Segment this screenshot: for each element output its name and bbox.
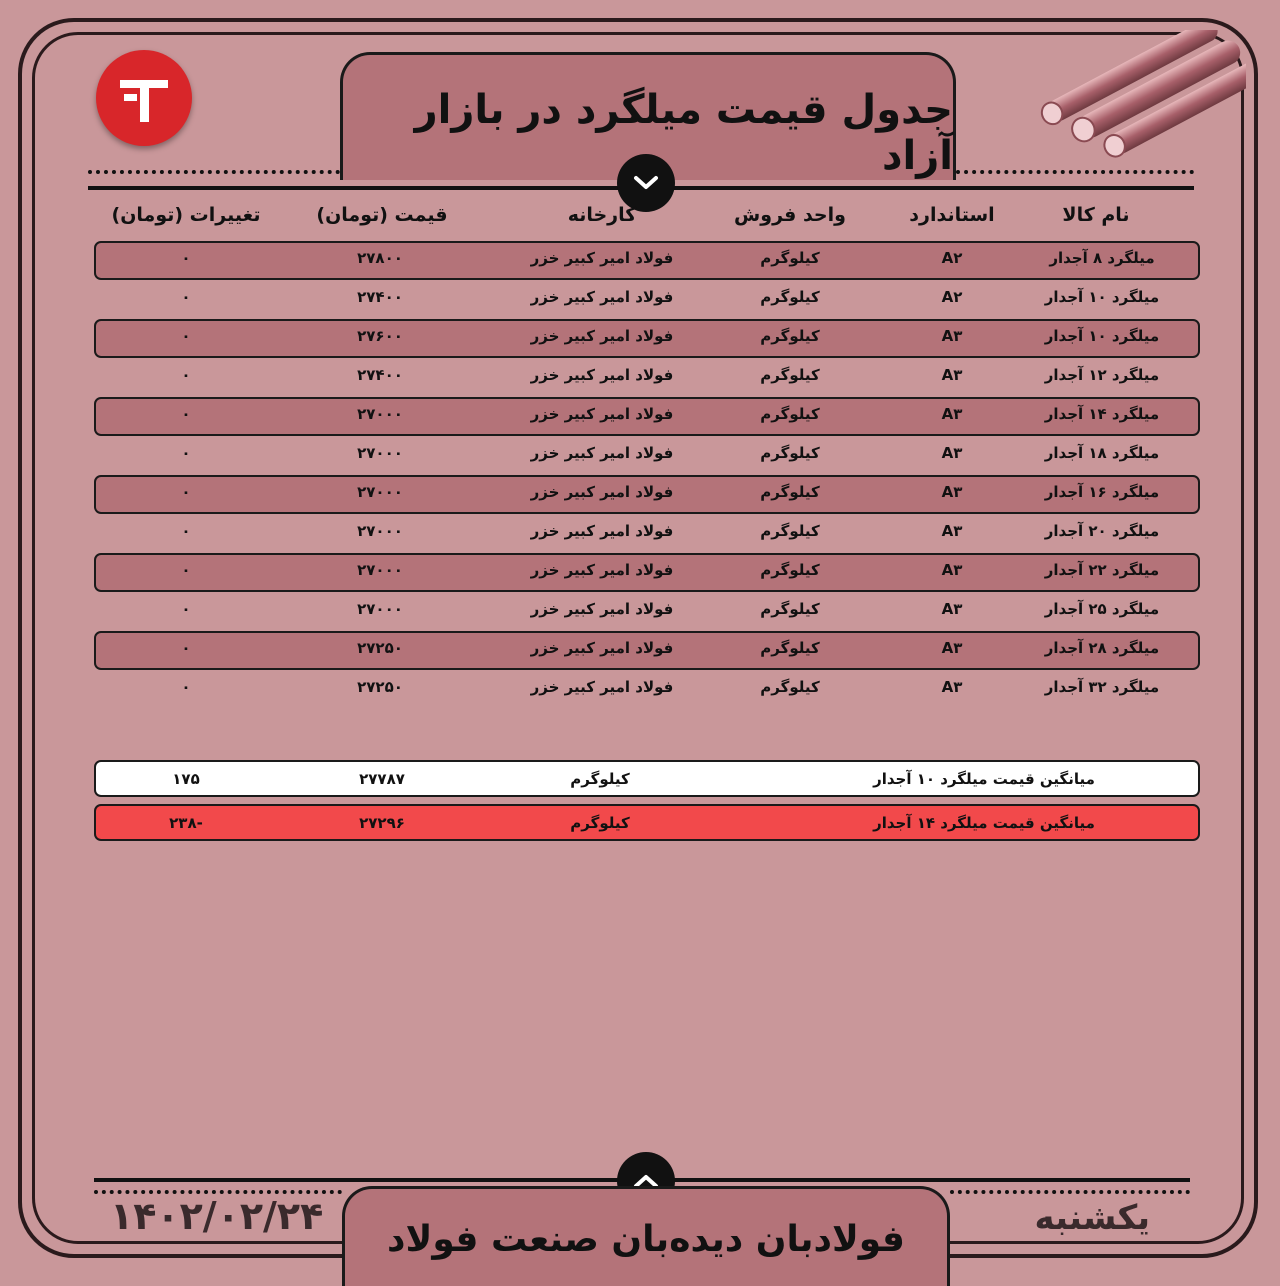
cell-factory: فولاد امیر کبیر خزر [530,600,674,618]
cell-unit: کیلوگرم [760,327,820,345]
cell-change: ۰ [181,600,191,618]
cell-standard: A۳ [941,639,963,657]
footer-box [342,1186,950,1286]
col-name: نام کالا [1062,204,1130,226]
cell-change: ۰ [181,444,191,462]
cell-name: میلگرد ۱۴ آجدار [1044,405,1160,423]
cell-name: میلگرد ۱۶ آجدار [1044,483,1160,501]
table-row [94,397,1200,436]
weekday-label: یکشنبه [1034,1198,1150,1238]
dotted-divider [88,170,340,174]
cell-factory: فولاد امیر کبیر خزر [530,561,674,579]
cell-standard: A۳ [941,600,963,618]
cell-name: میلگرد ۲۲ آجدار [1044,561,1160,579]
col-unit: واحد فروش [734,204,846,226]
table-row [94,670,1200,709]
cell-standard: A۳ [941,561,963,579]
table-row [94,358,1200,397]
page-title: جدول قیمت میلگرد در بازار آزاد [414,87,953,179]
cell-standard: A۳ [941,483,963,501]
avg-price: ۲۷۷۸۷ [359,770,405,788]
cell-change: ۰ [181,327,191,345]
cell-unit: کیلوگرم [760,600,820,618]
table-row [94,631,1200,670]
cell-standard: A۳ [941,405,963,423]
cell-price: ۲۷۰۰۰ [357,522,403,540]
cell-unit: کیلوگرم [760,444,820,462]
avg-unit: کیلوگرم [570,814,630,832]
cell-name: میلگرد ۲۸ آجدار [1044,639,1160,657]
cell-name: میلگرد ۱۸ آجدار [1044,444,1160,462]
cell-price: ۲۷۰۰۰ [357,444,403,462]
cell-unit: کیلوگرم [760,561,820,579]
cell-factory: فولاد امیر کبیر خزر [530,366,674,384]
cell-change: ۰ [181,249,191,267]
cell-price: ۲۷۶۰۰ [357,327,403,345]
table-row [94,553,1200,592]
cell-unit: کیلوگرم [760,405,820,423]
cell-factory: فولاد امیر کبیر خزر [530,483,674,501]
dotted-divider [956,170,1194,174]
cell-price: ۲۷۰۰۰ [357,600,403,618]
rebar-bars-icon [1030,30,1246,162]
cell-standard: A۳ [941,366,963,384]
cell-change: ۰ [181,366,191,384]
col-standard: استاندارد [909,204,995,226]
dotted-divider [950,1190,1190,1194]
cell-change: ۰ [181,639,191,657]
cell-name: میلگرد ۸ آجدار [1049,249,1155,267]
avg-label: میانگین قیمت میلگرد ۱۰ آجدار [873,770,1095,788]
date-label: ۱۴۰۲/۰۲/۲۴ [110,1194,324,1238]
avg-unit: کیلوگرم [570,770,630,788]
cell-name: میلگرد ۱۲ آجدار [1044,366,1160,384]
cell-factory: فولاد امیر کبیر خزر [530,639,674,657]
cell-standard: A۳ [941,444,963,462]
cell-change: ۰ [181,288,191,306]
cell-unit: کیلوگرم [760,678,820,696]
cell-change: ۰ [181,522,191,540]
cell-change: ۰ [181,483,191,501]
cell-factory: فولاد امیر کبیر خزر [530,522,674,540]
cell-name: میلگرد ۲۰ آجدار [1044,522,1160,540]
cell-factory: فولاد امیر کبیر خزر [530,678,674,696]
cell-price: ۲۷۸۰۰ [357,249,403,267]
cell-unit: کیلوگرم [760,288,820,306]
cell-price: ۲۷۰۰۰ [357,561,403,579]
table-row [94,475,1200,514]
average-row-10 [94,760,1200,797]
avg-change: ۱۷۵ [172,770,200,788]
avg-price: ۲۷۲۹۶ [359,814,405,832]
cell-price: ۲۷۴۰۰ [357,366,403,384]
cell-price: ۲۷۰۰۰ [357,483,403,501]
cell-unit: کیلوگرم [760,366,820,384]
col-change: تغییرات (تومان) [111,204,261,226]
cell-name: میلگرد ۳۲ آجدار [1044,678,1160,696]
table-row [94,592,1200,631]
table-row [94,280,1200,319]
cell-factory: فولاد امیر کبیر خزر [530,327,674,345]
footer-brand: فولادبان دیده‌بان صنعت فولاد [387,1219,905,1260]
cell-unit: کیلوگرم [760,522,820,540]
cell-standard: A۳ [941,522,963,540]
table-row [94,514,1200,553]
col-price: قیمت (تومان) [316,204,448,226]
price-table [94,241,1200,709]
cell-unit: کیلوگرم [760,483,820,501]
cell-name: میلگرد ۲۵ آجدار [1044,600,1160,618]
cell-change: ۰ [181,678,191,696]
table-row [94,436,1200,475]
average-row-14 [94,804,1200,841]
col-factory: کارخانه [567,204,637,226]
cell-standard: A۳ [941,678,963,696]
cell-standard: A۲ [941,249,963,267]
avg-change: -۲۳۸ [169,814,203,832]
cell-price: ۲۷۴۰۰ [357,288,403,306]
cell-standard: A۲ [941,288,963,306]
cell-name: میلگرد ۱۰ آجدار [1044,327,1160,345]
cell-unit: کیلوگرم [760,639,820,657]
cell-unit: کیلوگرم [760,249,820,267]
cell-change: ۰ [181,405,191,423]
table-row [94,241,1200,280]
cell-factory: فولاد امیر کبیر خزر [530,288,674,306]
table-header [94,204,1200,236]
brand-logo-icon [96,50,192,146]
cell-standard: A۳ [941,327,963,345]
table-row [94,319,1200,358]
cell-factory: فولاد امیر کبیر خزر [530,405,674,423]
cell-factory: فولاد امیر کبیر خزر [530,249,674,267]
cell-change: ۰ [181,561,191,579]
cell-price: ۲۷۲۵۰ [357,639,403,657]
cell-price: ۲۷۲۵۰ [357,678,403,696]
cell-price: ۲۷۰۰۰ [357,405,403,423]
cell-factory: فولاد امیر کبیر خزر [530,444,674,462]
avg-label: میانگین قیمت میلگرد ۱۴ آجدار [873,814,1095,832]
cell-name: میلگرد ۱۰ آجدار [1044,288,1160,306]
